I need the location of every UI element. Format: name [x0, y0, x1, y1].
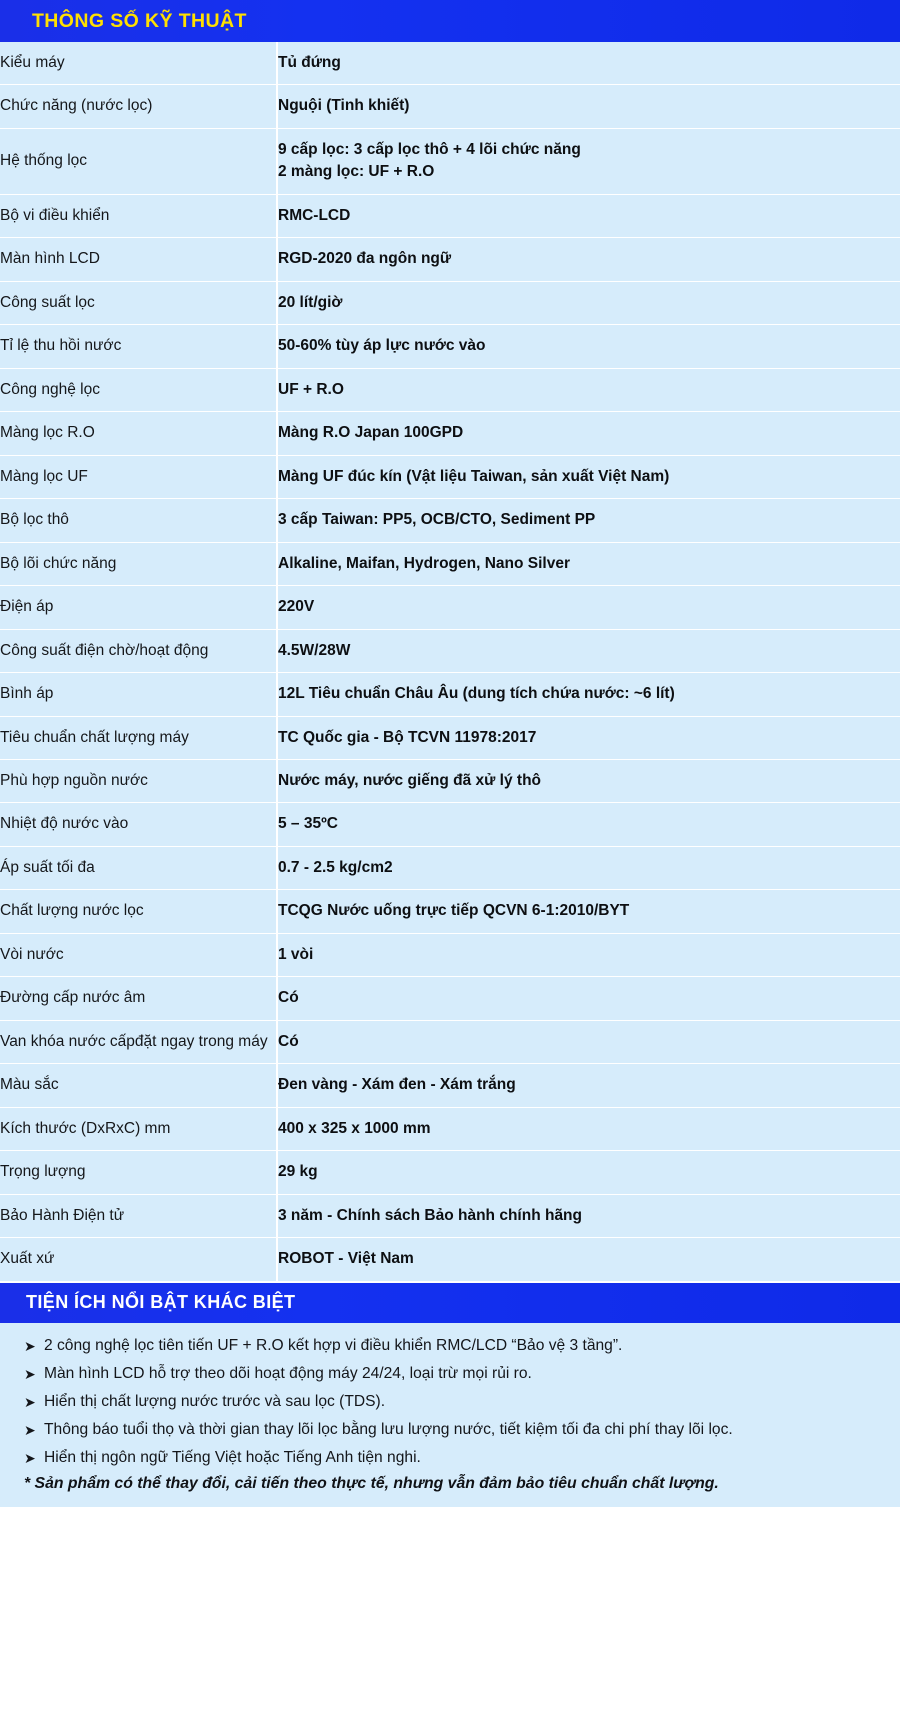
spec-value: [277, 803, 900, 846]
spec-value-line: Nước máy, nước giếng đã xử lý thô: [278, 771, 542, 789]
table-row: [0, 933, 900, 976]
table-row: [0, 499, 900, 542]
table-row: [0, 85, 900, 128]
spec-label: Áp suất tối đa: [0, 846, 277, 889]
spec-label: Công suất điện chờ/hoạt động: [0, 629, 277, 672]
spec-value: [277, 325, 900, 368]
table-row: [0, 846, 900, 889]
spec-value-line: Đen vàng - Xám đen - Xám trắng: [278, 1076, 516, 1094]
spec-label-line: Van khóa nước cấp: [0, 1032, 135, 1050]
table-row: [0, 1064, 900, 1107]
table-row: [0, 673, 900, 716]
spec-label: Trọng lượng: [0, 1151, 277, 1194]
benefits-list: [0, 1323, 900, 1508]
spec-value: [277, 759, 900, 802]
spec-value-line: 2 màng lọc: UF + R.O: [278, 163, 435, 181]
spec-value: [277, 238, 900, 281]
spec-value: [277, 629, 900, 672]
spec-value: [277, 933, 900, 976]
spec-value: [277, 499, 900, 542]
table-row: [0, 42, 900, 85]
spec-value-line: 20 lít/giờ: [278, 293, 343, 311]
spec-label: Chức năng (nước lọc): [0, 85, 277, 128]
arrow-bullet-icon: ➤: [24, 1393, 36, 1410]
table-row: [0, 1020, 900, 1063]
spec-value-line: 3 cấp Taiwan: PP5, OCB/CTO, Sediment PP: [278, 511, 596, 529]
spec-label: Tỉ lệ thu hồi nước: [0, 325, 277, 368]
spec-value: [277, 85, 900, 128]
spec-value: [277, 1151, 900, 1194]
spec-value-line: 12L Tiêu chuẩn Châu Âu (dung tích chứa nước: ~6 lít): [278, 685, 675, 703]
spec-value-line: 9 cấp lọc: 3 cấp lọc thô + 4 lõi chức năng: [278, 140, 581, 158]
spec-label: Tiêu chuẩn chất lượng máy: [0, 716, 277, 759]
spec-value-line: RMC-LCD: [278, 206, 351, 224]
spec-value-line: RGD-2020 đa ngôn ngữ: [278, 250, 452, 268]
spec-label: Công suất lọc: [0, 281, 277, 324]
spec-label: Bình áp: [0, 673, 277, 716]
spec-label: Bảo Hành Điện tử: [0, 1194, 277, 1237]
spec-value: [277, 368, 900, 411]
spec-value-line: Tủ đứng: [278, 54, 341, 71]
table-row: [0, 194, 900, 237]
spec-value-line: 4.5W/28W: [278, 641, 351, 659]
spec-value-line: UF + R.O: [278, 380, 344, 398]
benefits-header-title: TIỆN ÍCH NỔI BẬT KHÁC BIỆT: [26, 1292, 296, 1313]
table-row: [0, 890, 900, 933]
spec-label: Màng lọc R.O: [0, 412, 277, 455]
spec-label: Kiểu máy: [0, 42, 277, 85]
benefits-note: * Sản phẩm có thể thay đổi, cải tiến theo thực tế, nhưng vẫn đảm bảo tiêu chuẩn chất lượng.: [24, 1475, 719, 1493]
table-row: [0, 586, 900, 629]
spec-table: [0, 42, 900, 1281]
spec-value-line: 1 vòi: [278, 945, 314, 963]
list-item-label: Màn hình LCD hỗ trợ theo dõi hoạt động máy 24/24, loại trừ mọi rủi ro.: [44, 1365, 532, 1383]
spec-value-line: 5 – 35ºC: [278, 815, 338, 833]
table-row: [0, 455, 900, 498]
spec-value: [277, 1064, 900, 1107]
spec-value: [277, 846, 900, 889]
table-row: [0, 281, 900, 324]
spec-value: [277, 1020, 900, 1063]
table-row: [0, 1238, 900, 1281]
spec-value-line: TC Quốc gia - Bộ TCVN 11978:2017: [278, 728, 537, 746]
spec-label: Kích thước (DxRxC) mm: [0, 1107, 277, 1150]
spec-label: Điện áp: [0, 586, 277, 629]
spec-value-line: Có: [278, 1032, 299, 1050]
list-item-label: Hiển thị chất lượng nước trước và sau lọc (TDS).: [44, 1392, 386, 1410]
spec-value: [277, 281, 900, 324]
spec-value-line: TCQG Nước uống trực tiếp QCVN 6-1:2010/BYT: [278, 902, 630, 920]
list-item: [24, 1388, 882, 1416]
benefits-header-bar: [0, 1283, 900, 1323]
spec-value-line: Nguội (Tinh khiết): [278, 97, 410, 115]
spec-label: Màn hình LCD: [0, 238, 277, 281]
spec-label: Bộ lõi chức năng: [0, 542, 277, 585]
spec-value: [277, 1238, 900, 1281]
list-item-label: Hiển thị ngôn ngữ Tiếng Việt hoặc Tiếng Anh tiện nghi.: [44, 1448, 421, 1466]
table-row: [0, 629, 900, 672]
spec-label: Bộ lọc thô: [0, 499, 277, 542]
spec-value: [277, 890, 900, 933]
list-item-label: Thông báo tuổi thọ và thời gian thay lõi lọc bằng lưu lượng nước, tiết kiệm tối đa chi phí thay lõi lọc.: [44, 1420, 733, 1438]
table-row: [0, 368, 900, 411]
list-item: [24, 1361, 882, 1389]
table-row: [0, 1107, 900, 1150]
spec-value-line: 400 x 325 x 1000 mm: [278, 1119, 431, 1137]
spec-value-line: ROBOT - Việt Nam: [278, 1250, 414, 1268]
table-row: [0, 542, 900, 585]
spec-header-bar: [0, 0, 900, 42]
spec-value: [277, 977, 900, 1020]
spec-value: [277, 128, 900, 194]
spec-label: Công nghệ lọc: [0, 368, 277, 411]
spec-label: Vòi nước: [0, 933, 277, 976]
spec-value-line: 220V: [278, 598, 315, 616]
spec-value-line: Màng UF đúc kín (Vật liệu Taiwan, sản xuất Việt Nam): [278, 467, 670, 485]
table-row: [0, 977, 900, 1020]
table-row: [0, 325, 900, 368]
spec-value-line: Màng R.O Japan 100GPD: [278, 424, 464, 442]
spec-label: Hệ thống lọc: [0, 128, 277, 194]
spec-label: Bộ vi điều khiển: [0, 194, 277, 237]
table-row: [0, 716, 900, 759]
list-item: [24, 1333, 882, 1361]
spec-value-line: Alkaline, Maifan, Hydrogen, Nano Silver: [278, 554, 570, 572]
spec-value: [277, 542, 900, 585]
spec-label: Xuất xứ: [0, 1238, 277, 1281]
spec-label: Màu sắc: [0, 1064, 277, 1107]
list-item: [24, 1444, 882, 1472]
spec-label: Màng lọc UF: [0, 455, 277, 498]
spec-table-body: [0, 42, 900, 1281]
spec-value: [277, 716, 900, 759]
spec-label: Đường cấp nước âm: [0, 977, 277, 1020]
table-row: [0, 128, 900, 194]
list-item-label: 2 công nghệ lọc tiên tiến UF + R.O kết hợp vi điều khiển RMC/LCD “Bảo vệ 3 tầng”.: [44, 1337, 623, 1355]
spec-label-line: đặt ngay trong máy: [134, 1032, 268, 1050]
arrow-bullet-icon: ➤: [24, 1421, 36, 1438]
list-item: [24, 1416, 882, 1444]
table-row: [0, 1194, 900, 1237]
spec-value: [277, 586, 900, 629]
spec-value-line: 50-60% tùy áp lực nước vào: [278, 337, 486, 355]
spec-label: [0, 1020, 277, 1063]
spec-value: [277, 455, 900, 498]
spec-header-title: THÔNG SỐ KỸ THUẬT: [32, 9, 247, 32]
spec-value: [277, 1107, 900, 1150]
spec-value: [277, 194, 900, 237]
table-row: [0, 759, 900, 802]
table-row: [0, 238, 900, 281]
table-row: [0, 803, 900, 846]
spec-label: Phù hợp nguồn nước: [0, 759, 277, 802]
spec-value-line: Có: [278, 989, 299, 1007]
table-row: [0, 1151, 900, 1194]
spec-label: Nhiệt độ nước vào: [0, 803, 277, 846]
spec-value-line: 3 năm - Chính sách Bảo hành chính hãng: [278, 1206, 582, 1224]
spec-value: [277, 673, 900, 716]
spec-value: [277, 412, 900, 455]
spec-value: [277, 42, 900, 85]
arrow-bullet-icon: ➤: [24, 1366, 36, 1383]
arrow-bullet-icon: ➤: [24, 1449, 36, 1466]
spec-value: [277, 1194, 900, 1237]
spec-value-line: 29 kg: [278, 1163, 318, 1181]
table-row: [0, 412, 900, 455]
arrow-bullet-icon: ➤: [24, 1338, 36, 1355]
spec-value-line: 0.7 - 2.5 kg/cm2: [278, 858, 393, 876]
spec-label: Chất lượng nước lọc: [0, 890, 277, 933]
